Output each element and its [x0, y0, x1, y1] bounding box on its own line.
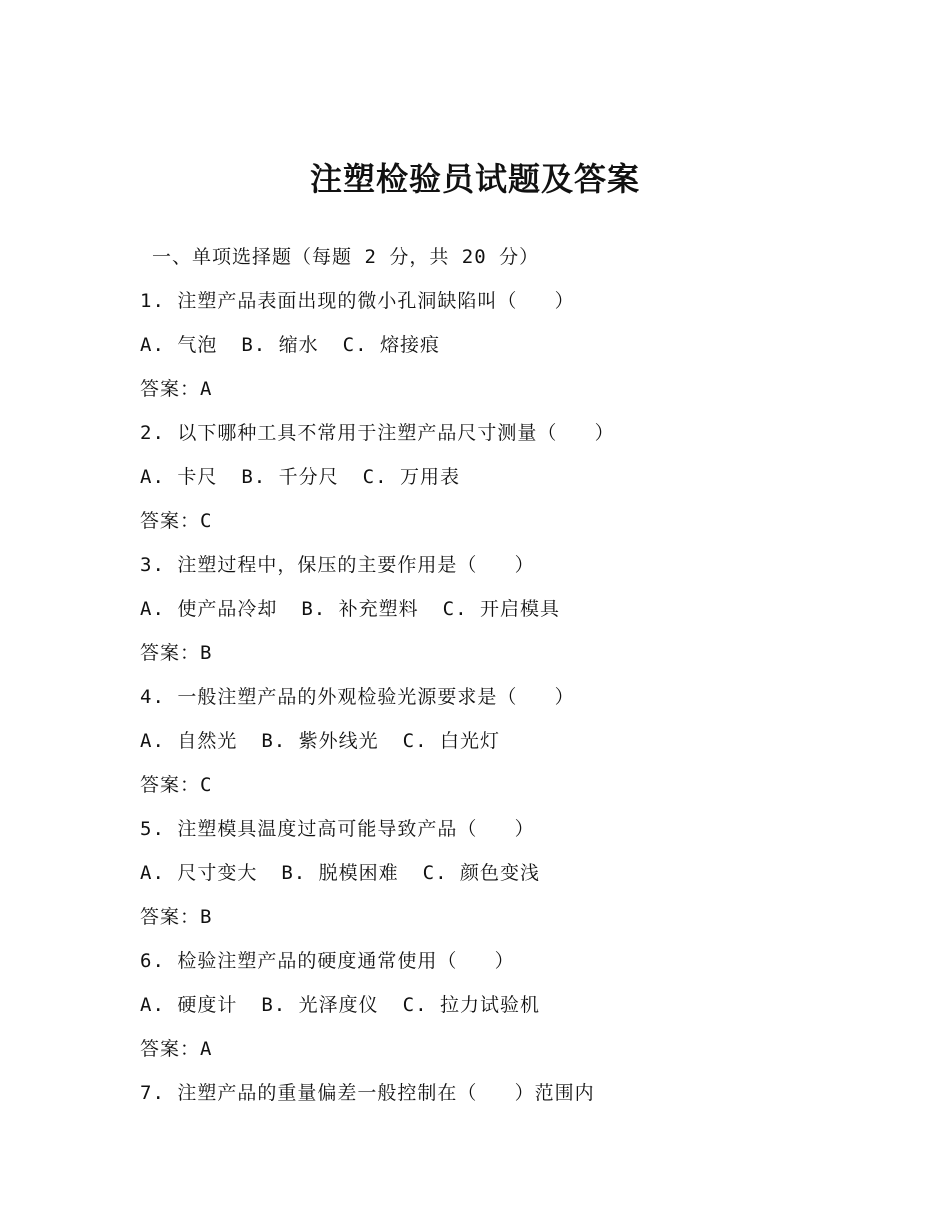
- option-c: C. 拉力试验机: [402, 994, 540, 1016]
- option-b: B. 补充塑料: [301, 598, 419, 620]
- question-5-text: 5. 注塑模具温度过高可能导致产品（ ）: [140, 818, 535, 840]
- option-a: A. 自然光: [140, 730, 238, 752]
- option-c: C. 颜色变浅: [422, 862, 540, 884]
- option-c: C. 白光灯: [402, 730, 500, 752]
- question-7-text: 7. 注塑产品的重量偏差一般控制在（ ）范围内: [140, 1082, 595, 1104]
- document-title: 注塑检验员试题及答案: [309, 160, 640, 198]
- option-a: A. 卡尺: [140, 466, 218, 488]
- option-c: C. 开启模具: [442, 598, 560, 620]
- question-6-text: 6. 检验注塑产品的硬度通常使用（ ）: [140, 950, 515, 972]
- option-a: A. 气泡: [140, 334, 218, 356]
- option-c: C. 万用表: [362, 466, 460, 488]
- question-1-answer: 答案：A: [140, 378, 213, 400]
- question-4-text: 4. 一般注塑产品的外观检验光源要求是（ ）: [140, 686, 575, 708]
- document-content: [140, 235, 860, 1115]
- option-b: B. 千分尺: [241, 466, 339, 488]
- question-1-text: 1. 注塑产品表面出现的微小孔洞缺陷叫（ ）: [140, 290, 575, 312]
- question-3-options: [140, 587, 860, 631]
- question-1-options: [140, 323, 860, 367]
- option-b: B. 光泽度仪: [261, 994, 379, 1016]
- option-b: B. 紫外线光: [261, 730, 379, 752]
- question-2-answer: 答案：C: [140, 510, 213, 532]
- option-b: B. 脱模困难: [281, 862, 399, 884]
- question-2-options: [140, 455, 860, 499]
- question-5-answer: 答案：B: [140, 906, 213, 928]
- option-b: B. 缩水: [241, 334, 319, 356]
- option-a: A. 尺寸变大: [140, 862, 258, 884]
- question-2-text: 2. 以下哪种工具不常用于注塑产品尺寸测量（ ）: [140, 422, 615, 444]
- option-a: A. 硬度计: [140, 994, 238, 1016]
- question-4-options: [140, 719, 860, 763]
- question-3-text: 3. 注塑过程中，保压的主要作用是（ ）: [140, 554, 535, 576]
- question-3-answer: 答案：B: [140, 642, 213, 664]
- option-a: A. 使产品冷却: [140, 598, 278, 620]
- question-5-options: [140, 851, 860, 895]
- question-6-answer: 答案：A: [140, 1038, 213, 1060]
- option-c: C. 熔接痕: [342, 334, 440, 356]
- section-heading: 一、单项选择题（每题 2 分，共 20 分）: [152, 246, 540, 268]
- question-6-options: [140, 983, 860, 1027]
- question-4-answer: 答案：C: [140, 774, 213, 796]
